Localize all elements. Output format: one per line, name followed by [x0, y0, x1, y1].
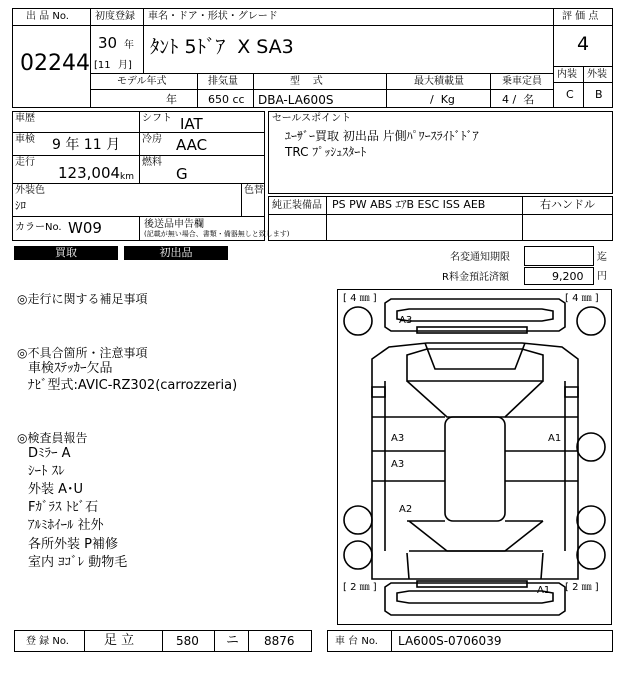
- defect-title: ◎不具合箇所・注意事項: [17, 346, 148, 360]
- wheel-front-left: [344, 307, 372, 335]
- recycle-unit: 円: [597, 271, 607, 282]
- wheel-rear-left: [344, 506, 372, 534]
- equipment-value: PS PW ABS ｴｱB ESC ISS AEB: [332, 198, 486, 211]
- recycle-label: R料金預託済額: [442, 272, 509, 283]
- inspector-line-6: 各所外装 P補修: [28, 537, 118, 552]
- damage-mark: A3: [391, 433, 405, 444]
- registration-class: 580: [176, 634, 199, 648]
- inspector-line-1: Dﾐﾗｰ A: [28, 446, 71, 461]
- car-damage-diagram: [337, 289, 612, 625]
- tire-depth-br: [ 2 ㎜ ]: [565, 582, 599, 593]
- color-change-label: 色替: [244, 185, 264, 196]
- inspector-line-2: ｼｰﾄ ｽﾚ: [28, 464, 65, 479]
- capacity: 4 / 名: [502, 93, 535, 106]
- registration-area: 足 立: [104, 633, 135, 648]
- type-label: 型 式: [290, 76, 323, 87]
- score-value: 4: [577, 33, 590, 55]
- reg-year-unit: 年: [124, 40, 134, 51]
- supplement-title: ◎走行に関する補足事項: [17, 292, 148, 306]
- registration-kana: ニ: [226, 633, 240, 648]
- name-change-unit: 迄: [597, 252, 607, 263]
- inspection-label: 車検: [15, 134, 35, 145]
- exterior-label: 外装: [587, 69, 607, 80]
- tire-depth-tr: [ 4 ㎜ ]: [565, 293, 599, 304]
- ac-value: AAC: [176, 136, 208, 154]
- name-change-box: [524, 246, 594, 266]
- inspector-line-3: 外装 A･U: [28, 482, 84, 497]
- wheel-front-right: [577, 307, 605, 335]
- sales-point-line1: ﾕｰｻﾞｰ買取 初出品 片側ﾊﾟﾜｰｽﾗｲﾄﾞﾄﾞｱ: [285, 129, 479, 143]
- aftermarket-label: 後送品申告欄: [144, 219, 204, 230]
- mileage-label: 走行: [15, 157, 35, 168]
- lot-number: 02244: [20, 51, 90, 76]
- inspector-line-7: 室内 ﾖｺﾞﾚ 動物毛: [28, 555, 128, 570]
- registration-label: 登 録 No.: [26, 636, 69, 647]
- displacement: 650 cc: [208, 93, 245, 106]
- car-name: ﾀﾝﾄ 5ﾄﾞｱ X SA3: [150, 36, 294, 58]
- reg-year: 30: [98, 34, 118, 52]
- capacity-label: 乗車定員: [502, 76, 542, 87]
- damage-mark: A1: [548, 433, 562, 444]
- defect-line-1: 車検ｽﾃｯｶｰ欠品: [28, 361, 113, 376]
- color-no-label: カラーNo.: [15, 222, 62, 233]
- inspector-line-5: ｱﾙﾐﾎｲｰﾙ 社外: [28, 518, 104, 533]
- sales-point-label: セールスポイント: [272, 113, 352, 124]
- inspector-line-4: Fｶﾞﾗｽ ﾄﾋﾞ石: [28, 500, 99, 515]
- damage-mark: A3: [399, 315, 413, 326]
- max-load-label: 最大積載量: [414, 76, 464, 87]
- mileage-value: 123,004: [58, 164, 121, 182]
- first-reg-label: 初度登録: [95, 11, 135, 22]
- displacement-label: 排気量: [208, 76, 238, 87]
- reg-month-unit: 月]: [118, 60, 132, 71]
- kaitori-tag: 買取: [14, 246, 118, 260]
- inspection-value: 9 年 11 月: [52, 137, 121, 153]
- steering-value: 右ハンドル: [540, 198, 595, 211]
- tire-depth-bl: [ 2 ㎜ ]: [343, 582, 377, 593]
- registration-number: 8876: [264, 634, 295, 648]
- aftermarket-note: (記載が無い場合、書類・備器無しと致します): [144, 230, 290, 238]
- ac-label: 冷房: [142, 134, 162, 145]
- shift-label: シフト: [142, 113, 172, 124]
- fuel-label: 燃料: [142, 157, 162, 168]
- chassis-number: LA600S-0706039: [398, 634, 502, 648]
- name-change-label: 名変通知期限: [450, 252, 510, 263]
- score-label: 評 価 点: [562, 11, 599, 22]
- defect-line-2: ﾅﾋﾞ型式:AVIC-RZ302(carrozzeria): [28, 378, 238, 393]
- car-name-label: 車名・ドア・形状・グレード: [148, 11, 278, 22]
- wheel-rear-right: [577, 506, 605, 534]
- recycle-value: 9,200: [552, 270, 584, 283]
- model-year-unit: 年: [166, 93, 177, 106]
- reg-month: [11: [94, 60, 111, 71]
- exterior-grade: B: [595, 88, 603, 101]
- fuel-value: G: [176, 165, 188, 183]
- chassis-label: 車 台 No.: [335, 636, 378, 647]
- model-type: DBA-LA600S: [258, 93, 334, 107]
- max-load: / Kg: [430, 93, 455, 106]
- interior-label: 内装: [557, 69, 577, 80]
- shift-value: IAT: [180, 115, 203, 133]
- ext-color-value: ｼﾛ: [15, 199, 26, 212]
- damage-mark: A3: [391, 459, 405, 470]
- lot-no-label: 出 品 No.: [26, 11, 69, 22]
- damage-mark: A1: [537, 585, 551, 596]
- history-label: 車歴: [15, 113, 35, 124]
- damage-mark: A2: [399, 504, 413, 515]
- sales-point-line2: TRC ﾌﾟｯｼｭｽﾀｰﾄ: [285, 145, 367, 159]
- tire-depth-tl: [ 4 ㎜ ]: [343, 293, 377, 304]
- mileage-unit: km: [120, 172, 134, 182]
- first-listing-tag: 初出品: [124, 246, 228, 260]
- model-year-label: モデル年式: [117, 76, 167, 87]
- equipment-label: 純正装備品: [272, 200, 322, 211]
- inspector-title: ◎検査員報告: [17, 431, 88, 445]
- ext-color-label: 外装色: [15, 185, 45, 196]
- color-no-value: W09: [68, 219, 102, 237]
- interior-grade: C: [566, 88, 574, 101]
